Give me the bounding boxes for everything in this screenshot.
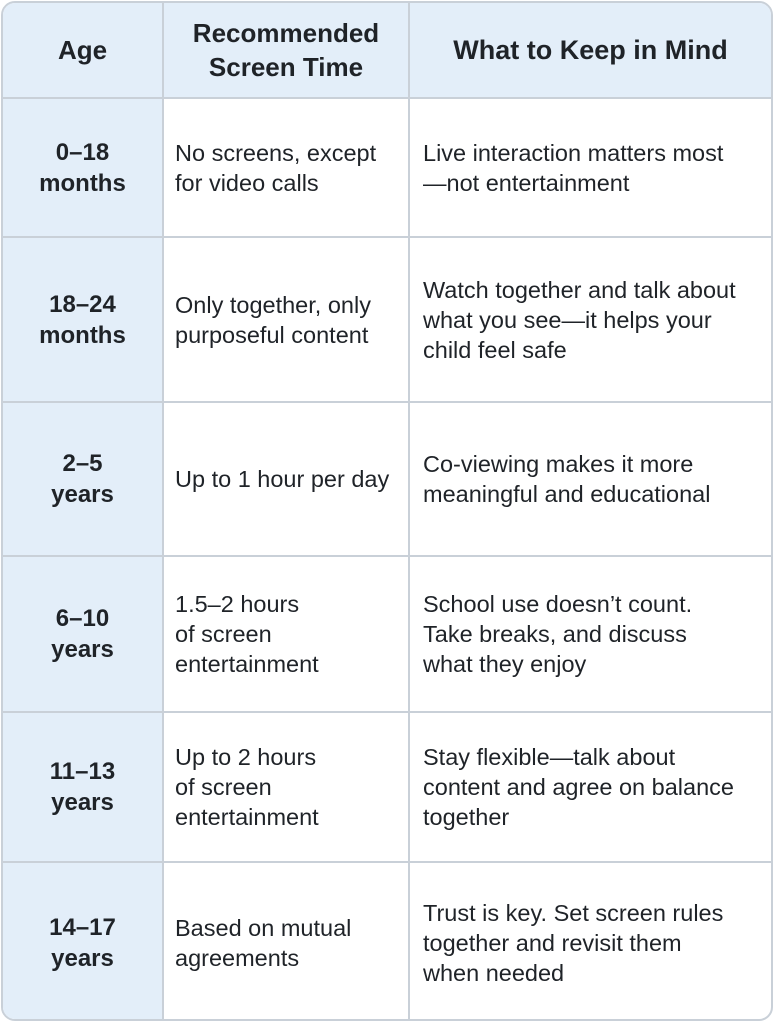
- keep-in-mind-cell: [409, 556, 771, 712]
- table-header-row: [3, 3, 771, 98]
- age-range: 18–24: [49, 290, 116, 318]
- recommended-text: entertainment: [175, 804, 319, 830]
- table-row: [3, 862, 771, 1021]
- table-row: [3, 402, 771, 556]
- keep-in-mind-text: together and revisit them: [423, 930, 682, 956]
- keep-in-mind-cell: [409, 712, 771, 862]
- keep-in-mind-text: child feel safe: [423, 336, 567, 363]
- keep-in-mind-text: —not entertainment: [423, 169, 630, 196]
- screen-time-grid: [3, 3, 771, 1021]
- header-age-label: Age: [57, 35, 108, 65]
- recommended-cell: [163, 237, 409, 402]
- recommended-text: entertainment: [175, 651, 319, 677]
- age-cell: [3, 556, 163, 712]
- recommended-text: Only together, only: [175, 291, 371, 318]
- keep-in-mind-cell: [409, 862, 771, 1021]
- age-cell: [3, 237, 163, 402]
- recommended-text: Up to 1 hour per day: [175, 466, 390, 492]
- recommended-text: agreements: [175, 945, 300, 971]
- recommended-text: No screens, except: [175, 139, 377, 166]
- keep-in-mind-text: Live interaction matters most: [423, 139, 724, 166]
- keep-in-mind-text: content and agree on balance: [423, 774, 734, 800]
- age-cell: [3, 98, 163, 237]
- age-unit: years: [51, 945, 114, 972]
- recommended-cell: [163, 712, 409, 862]
- keep-in-mind-text: meaningful and educational: [423, 481, 711, 507]
- keep-in-mind-text: Trust is key. Set screen rules: [423, 900, 724, 926]
- keep-in-mind-text: Take breaks, and discuss: [423, 621, 687, 647]
- keep-in-mind-text: Stay flexible—talk about: [423, 744, 676, 770]
- keep-in-mind-text: Co-viewing makes it more: [423, 451, 694, 477]
- table-row: [3, 237, 771, 402]
- keep-in-mind-text: when needed: [423, 960, 565, 986]
- age-unit: years: [51, 636, 114, 663]
- keep-in-mind-text: together: [423, 804, 510, 830]
- keep-in-mind-cell: [409, 98, 771, 237]
- recommended-text: purposeful content: [175, 321, 369, 348]
- recommended-cell: [163, 402, 409, 556]
- recommended-cell: [163, 862, 409, 1021]
- recommended-text: for video calls: [175, 169, 319, 196]
- keep-in-mind-text: Watch together and talk about: [423, 276, 736, 303]
- screen-time-table: [1, 1, 773, 1021]
- age-cell: [3, 712, 163, 862]
- keep-in-mind-text: what they enjoy: [423, 651, 587, 677]
- recommended-text: of screen: [175, 621, 272, 647]
- keep-in-mind-text: what you see—it helps your: [423, 306, 712, 333]
- recommended-text: of screen: [175, 774, 272, 800]
- age-unit: months: [39, 169, 126, 197]
- age-range: 6–10: [55, 605, 110, 632]
- age-cell: [3, 862, 163, 1021]
- table-row: [3, 98, 771, 237]
- recommended-text: Up to 2 hours: [175, 744, 317, 770]
- age-range: 14–17: [49, 914, 116, 941]
- age-unit: years: [51, 481, 114, 508]
- header-recommended-screen-time: [163, 3, 409, 98]
- keep-in-mind-cell: [409, 237, 771, 402]
- age-unit: months: [39, 321, 126, 349]
- recommended-cell: [163, 98, 409, 237]
- table-row: [3, 556, 771, 712]
- header-keep-in-mind-label: What to Keep in Mind: [453, 35, 728, 65]
- recommended-text: Based on mutual: [175, 915, 352, 941]
- age-range: 11–13: [49, 758, 116, 785]
- age-range: 0–18: [55, 138, 110, 166]
- header-age: [3, 3, 163, 98]
- header-recommended-line1: Recommended: [192, 18, 380, 48]
- header-keep-in-mind: [409, 3, 771, 98]
- recommended-text: 1.5–2 hours: [175, 591, 300, 617]
- age-range: 2–5: [62, 450, 103, 477]
- age-cell: [3, 402, 163, 556]
- keep-in-mind-cell: [409, 402, 771, 556]
- keep-in-mind-text: School use doesn’t count.: [423, 591, 693, 617]
- table-row: [3, 712, 771, 862]
- age-unit: years: [51, 789, 114, 816]
- header-recommended-line2: Screen Time: [208, 52, 364, 82]
- recommended-cell: [163, 556, 409, 712]
